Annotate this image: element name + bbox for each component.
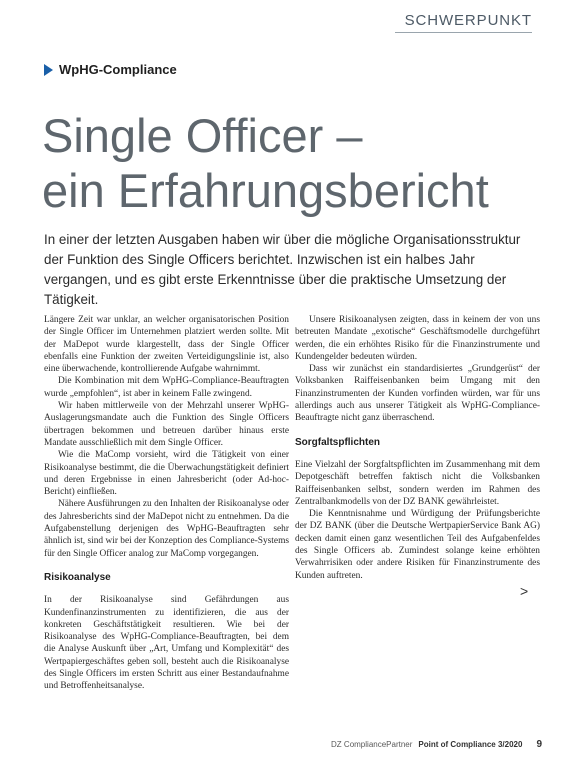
paragraph: Unsere Risikoanalysen zeigten, dass in keinem der von uns betreuten Mandate „exotische“ Geschäftsmodelle durchgeführt werden, die ein erhöhtes Risiko für die Finanzinstrumente und Kundengelder bedeuten würden. <box>295 315 540 362</box>
paragraph: Dass wir zunächst ein standardisiertes „Grundgerüst“ der Volksbanken Raiffeisenbanken beim Umgang mit den Finanzinstrumenten der Kunden vorfinden würden, war für uns allerdings auch aus unserer Tätigkeit als WpHG-Compliance-Beauftragte nicht ganz überraschend. <box>295 364 540 424</box>
paragraph: Eine Vielzahl der Sorgfaltspflichten im Zusammenhang mit dem Depotgeschäft betreffen faktisch nicht die Volksbanken Raiffeisenbanken selbst, sondern werden im Rahmen des Zentralbankmodells von der DZ BANK gewährleistet. <box>295 459 540 507</box>
triangle-right-icon <box>44 64 53 76</box>
title-line-1: Single Officer – <box>42 109 363 162</box>
title-line-2: ein Erfahrungsbericht <box>42 164 489 217</box>
paragraph: Die Kombination mit dem WpHG-Compliance-Beauftragten wurde „empfohlen“, ist aber in keinem Falle zwingend. <box>44 376 289 399</box>
section-heading: Sorgfaltspflichten <box>295 436 381 448</box>
footer-publisher: DZ CompliancePartner <box>331 740 413 749</box>
paragraph: Wir haben mittlerweile von der Mehrzahl unserer WpHG-Auslagerungsmandate auch die Funktion des Single Officers übertragen bekommen und betreuen darüber hinaus erste Mandate ausschließlich mit dem Single Officer. <box>44 401 289 448</box>
continue-arrow-icon: > <box>520 583 529 599</box>
paragraph: Die Kenntnisnahme und Würdigung der Prüfungsberichte der DZ BANK (über die Deutsche WertpapierService Bank AG) decken damit einen ganz wesentlichen Teil des Aufgabenfeldes des Single Officers ab. Zumindest solange keine erhöhten Verwahrrisiken oder andere Risiken für Finanzinstrumente des Kunden auftreten. <box>295 509 540 581</box>
paragraph: Wie die MaComp vorsieht, wird die Tätigkeit von einer Risikoanalyse bestimmt, die die Überwachungstätigkeit definiert und deren Ergebnisse in einen Jahresbericht (oder Ad-hoc-Bericht) einfließen. <box>44 450 289 498</box>
topic-text: WpHG-Compliance <box>59 62 177 77</box>
left-column <box>44 314 289 693</box>
footer-issue: Point of Compliance 3/2020 <box>418 740 523 749</box>
article-title <box>42 108 542 218</box>
paragraph: In der Risikoanalyse sind Gefährdungen aus Kundenfinanzinstrumenten zu identifizieren, die aus der konkreten Geschäftstätigkeit resultieren. Wie bei der Risikoanalyse des WpHG-Compliance-Beauftragten, bei dem die Analyse Auskunft über „Art, Umfang und Komplexität“ des Wertpapiergeschäftes geben soll, besteht auch die Risikoanalyse des Single Officers im ersten Schritt aus einer Bestandaufnahme und Betroffenheitsanalyse. <box>44 595 289 692</box>
article-intro: In einer der letzten Ausgaben haben wir über die mögliche Organisationsstruktur der Funktion des Single Officers berichtet. Inzwischen ist ein halbes Jahr vergangen, und es gibt erste Erkenntnisse über die praktische Umsetzung der Tätigkeit. <box>44 232 521 307</box>
paragraph: Längere Zeit war unklar, an welcher organisatorischen Position der Single Officer im Unternehmen platziert werden sollte. Mit der MaDepot wurde klargestellt, dass der Single Officer ebenfalls eine Funktion der zweiten Verteidigungslinie ist, also eine überwachende, kontrollierende Aufgabe wahrnimmt. <box>44 315 289 375</box>
page-number: 9 <box>536 739 542 750</box>
section-heading: Risikoanalyse <box>44 571 111 583</box>
section-rubric: SCHWERPUNKT <box>395 12 532 33</box>
page-footer <box>331 739 542 750</box>
paragraph: Nähere Ausführungen zu den Inhalten der Risikoanalyse oder des Jahresberichts sind der MaDepot nicht zu entnehmen. Da die Aufgabenstellung derjenigen des WpHG-Beauftragten sehr ähnlich ist, sind wir bei der Konzeption des Compliance-Systems für den Single Officer analog zur MaComp vorgegangen. <box>44 499 290 559</box>
topic-label <box>44 62 177 77</box>
right-column <box>295 314 540 582</box>
